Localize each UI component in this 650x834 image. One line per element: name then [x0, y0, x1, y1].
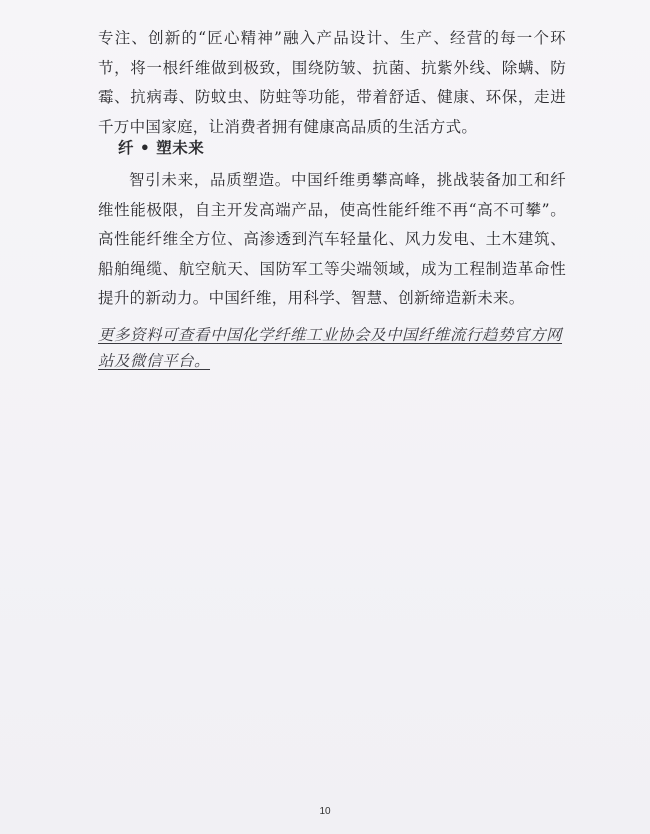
page-number: 10: [319, 806, 331, 817]
section-heading: 纤 • 塑未来: [118, 138, 205, 157]
body-paragraph-2: 智引未来，品质塑造。中国纤维勇攀高峰，挑战装备加工和纤维性能极限，自主开发高端产品，使高性能纤维不再“高不可攀”。高性能纤维全方位、高渗透到汽车轻量化、风力发电、土木建筑、船舶绳缆、航空航天、国防军工等尖端领域，成为工程制造革命性提升的新动力。中国纤维，用科学、智慧、创新缔造新未来。: [98, 171, 566, 307]
reference-note: 更多资料可查看中国化学纤维工业协会及中国纤维流行趋势官方网站及微信平台。: [98, 326, 563, 370]
body-paragraph-1: 专注、创新的“匠心精神”融入产品设计、生产、经营的每一个环节，将一根纤维做到极致，围绕防皱、抗菌、抗紫外线、除螨、防霉、抗病毒、防蚊虫、防蛀等功能，带着舒适、健康、环保，走进千万中国家庭，让消费者拥有健康高品质的生活方式。: [98, 29, 566, 136]
